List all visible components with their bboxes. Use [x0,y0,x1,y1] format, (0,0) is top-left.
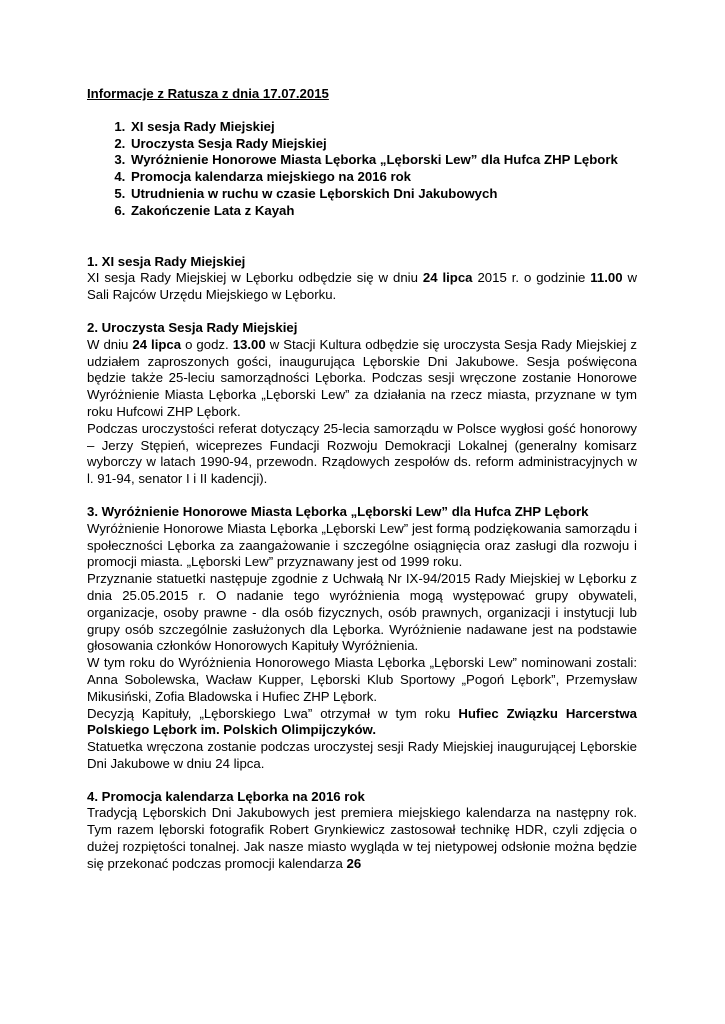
toc-item: 2. Uroczysta Sesja Rady Miejskiej [129,136,637,153]
table-of-contents [87,119,637,220]
document-title: Informacje z Ratusza z dnia 17.07.2015 [87,86,329,101]
section-heading: 3. Wyróżnienie Honorowe Miasta Lęborka „Lęborski Lew” dla Hufca ZHP Lębork [87,503,589,519]
section-paragraph: XI sesja Rady Miejskiej w Lęborku odbędzie się w dniu 24 lipca 2015 r. o godzinie 11.00 w Sali Rajców Urzędu Miejskiego w Lęborku. [87,270,637,303]
section-lew-award [87,504,637,773]
section-paragraph: Decyzją Kapituły, „Lęborskiego Lwa” otrzymał w tym roku Hufiec Związku Harcerstwa Polskiego Lębork im. Polskich Olimpijczyków. [87,705,637,738]
section-paragraph: W dniu 24 lipca o godz. 13.00 w Stacji Kultura odbędzie się uroczysta Sesja Rady Miejskiej z udziałem zaproszonych gości, inaugurująca Lęborskie Dni Jakubowe. Sesja poświęcona będzie także 25-leciu samorządności Lęborka. Podczas sesji wręczone zostanie Honorowe Wyróżnienie Miasta Lęborka „Lęborski Lew” za działania na rzecz miasta, przyznane w tym roku Hufcowi ZHP Lębork. [87,336,637,419]
toc-item: 3. Wyróżnienie Honorowe Miasta Lęborka „Lęborski Lew” dla Hufca ZHP Lębork [129,152,637,169]
section-paragraph: Tradycją Lęborskich Dni Jakubowych jest premiera miejskiego kalendarza na następny rok. Tym razem lęborski fotografik Robert Grynkiewicz zastosował technikę HDR, czyli zdjęcia o dużej rozpiętości tonalnej. Jak nasze miasto wygląda w tej nietypowej odsłonie można będzie się przekonać podczas promocji kalendarza 26 [87,805,637,871]
document-page [87,86,637,889]
section-paragraph: Statuetka wręczona zostanie podczas uroczystej sesji Rady Miejskiej inaugurującej Lęborskie Dni Jakubowe w dniu 24 lipca. [87,739,637,771]
toc-item: 5. Utrudnienia w ruchu w czasie Lęborskich Dni Jakubowych [129,186,637,203]
section-heading: 2. Uroczysta Sesja Rady Miejskiej [87,319,298,335]
section-calendar-promotion [87,789,637,873]
toc-item: 1. XI sesja Rady Miejskiej [129,119,637,136]
section-heading: 1. XI sesja Rady Miejskiej [87,253,246,269]
toc-item: 4. Promocja kalendarza miejskiego na 2016 rok [129,169,637,186]
toc-item: 6. Zakończenie Lata z Kayah [129,203,637,220]
section-paragraph: Podczas uroczystości referat dotyczący 25-lecia samorządu w Polsce wygłosi gość honorowy – Jerzy Stępień, wiceprezes Fundacji Rozwoju Demokracji Lokalnej (generalny komisarz wyborczy w latach 1990-94, przewodn. Rządowych zespołów ds. reform administracyjnych w l. 91-94, senator I i II kadencji). [87,420,637,487]
section-xi-session [87,254,637,304]
section-paragraph: W tym roku do Wyróżnienia Honorowego Miasta Lęborka „Lęborski Lew” nominowani zostali: Anna Sobolewska, Wacław Kupper, Lęborski Klub Sportowy „Pogoń Lębork”, Przemysław Mikusiński, Zofia Bladowska i Hufiec ZHP Lębork. [87,655,637,704]
section-ceremonial-session [87,320,637,488]
section-paragraph: Przyznanie statuetki następuje zgodnie z Uchwałą Nr IX-94/2015 Rady Miejskiej w Lęborku z dnia 25.05.2015 r. O nadanie tego wyróżnienia mogą występować grupy obywateli, organizacje, osoby prawne - dla osób fizycznych, osób prawnych, organizacji i instytucji lub grupy osób szczególnie zasłużonych dla Lęborka. Wyróżnienie nadawane jest na podstawie głosowania członków Honorowych Kapituły Wyróżnienia. [87,571,637,654]
section-paragraph: Wyróżnienie Honorowe Miasta Lęborka „Lęborski Lew” jest formą podziękowania samorządu i społeczności Lęborka za zaangażowanie i szczególne osiągnięcia oraz zasługi dla rozwoju i promocji miasta. „Lęborski Lew” przyznawany jest od 1999 roku. [87,520,637,570]
section-heading: 4. Promocja kalendarza Lęborka na 2016 rok [87,788,365,804]
